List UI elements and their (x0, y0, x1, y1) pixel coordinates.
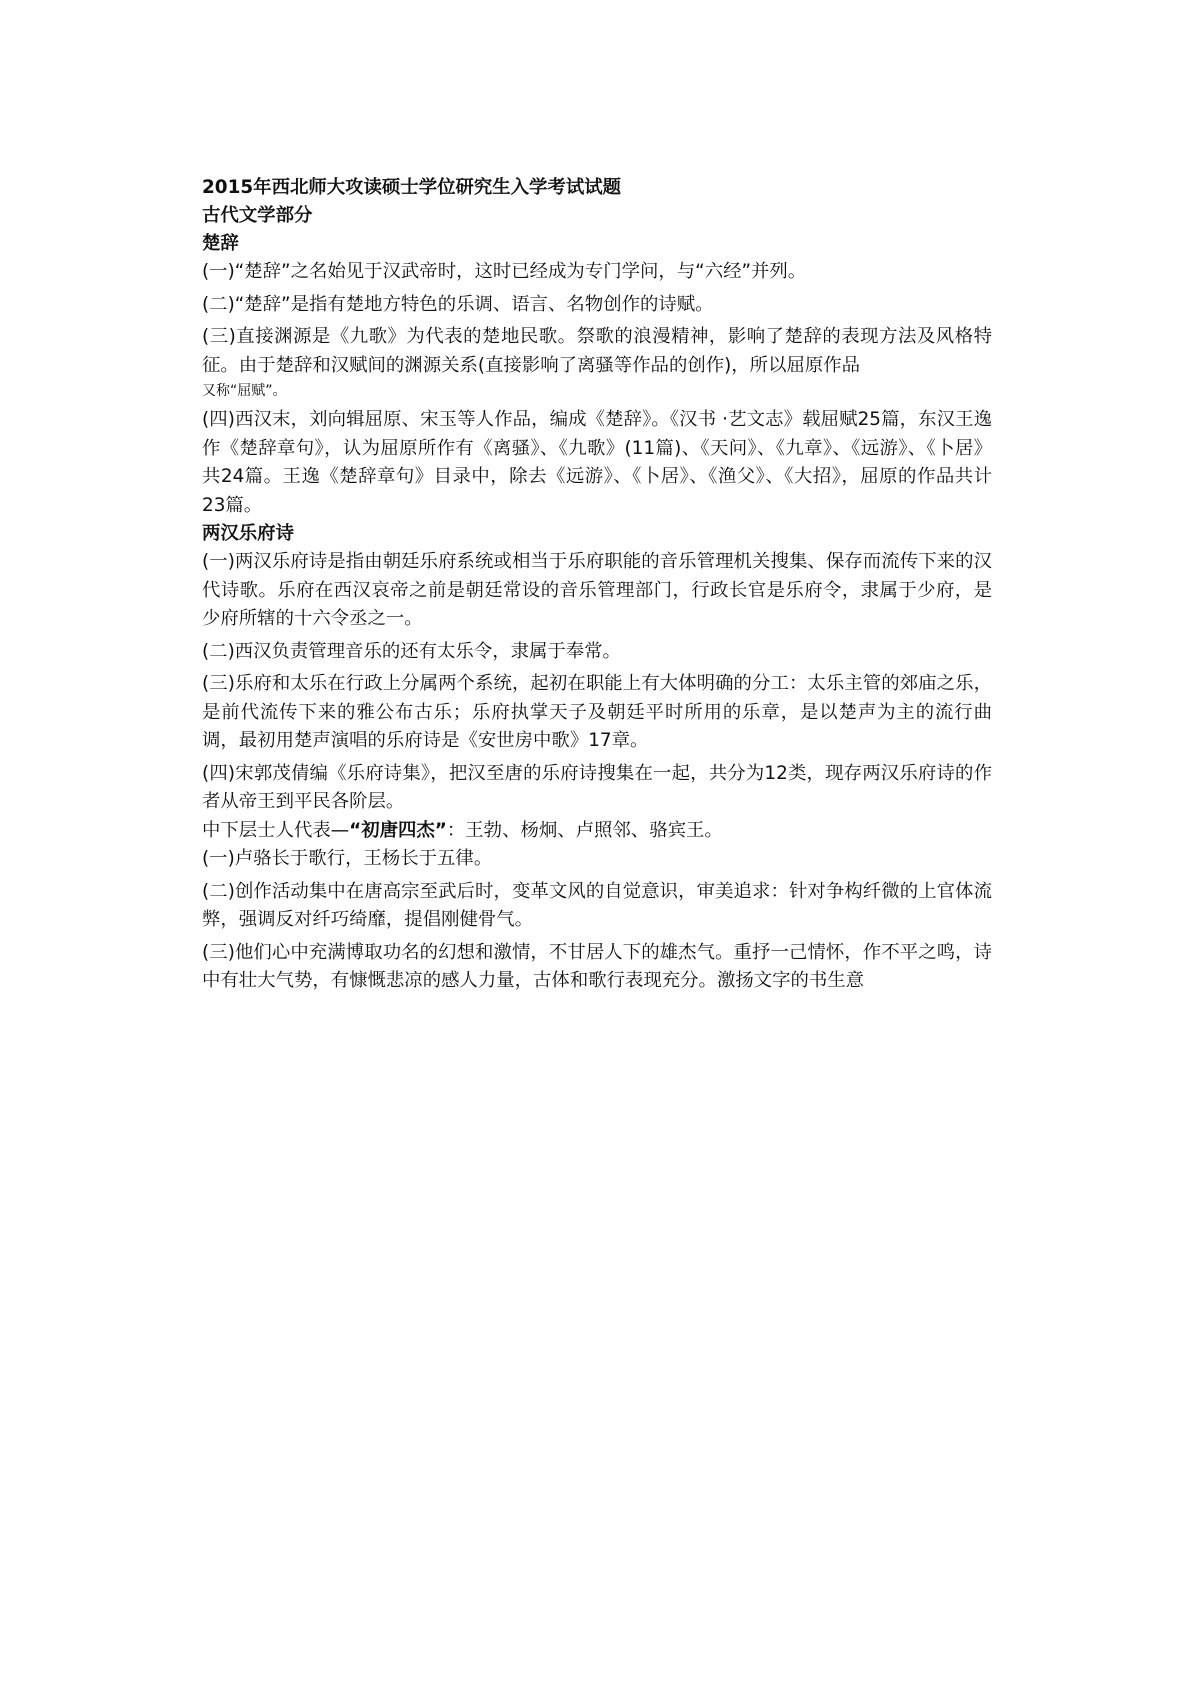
tang-paragraph-1: (一)卢骆长于歌行，王杨长于五律。 (202, 848, 493, 869)
tang-lead-line (202, 817, 992, 846)
tang-lead-suffix: ：王勃、杨炯、卢照邻、骆宾王。 (446, 819, 723, 841)
tang-lead-bold: “初唐四杰” (349, 819, 447, 841)
document-title: 2015年西北师大攻读硕士学位研究生入学考试试题 (202, 177, 621, 198)
chuci-paragraph-2: (二)“楚辞”是指有楚地方特色的乐调、语言、名物创作的诗赋。 (202, 293, 714, 315)
chuci-paragraph-4: (四)西汉末，刘向辑屈原、宋玉等人作品，编成《楚辞》。《汉书 ·艺文志》载屈赋25篇，东汉王逸作《楚辞章句》，认为屈原所作有《离骚》、《九歌》(11篇)、《天问》、《九章》、《远游》、《卜居》共24篇。王逸《楚辞章句》目录中，除去《远游》、《卜居》、《渔父》、《大招》，屈原的作品共计23篇。 (202, 409, 992, 516)
chuci-heading: 楚辞 (202, 233, 239, 254)
chuci-paragraph-3: (三)直接渊源是《九歌》为代表的楚地民歌。祭歌的浪漫精神，影响了楚辞的表现方法及风格特征。由于楚辞和汉赋间的渊源关系(直接影响了离骚等作品的创作)，所以屈原作品 (202, 326, 992, 376)
tang-lead-prefix: 中下层士人代表— (202, 819, 350, 841)
yuefu-paragraph-3: (三)乐府和太乐在行政上分属两个系统，起初在职能上有大体明确的分工：太乐主管的郊庙之乐，是前代流传下来的雅公布古乐；乐府执掌天子及朝廷平时所用的乐章，是以楚声为主的流行曲调，最初用楚声演唱的乐府诗是《安世房中歌》17章。 (202, 673, 992, 751)
tang-paragraph-2: (二)创作活动集中在唐高宗至武后时，变革文风的自觉意识，审美追求：针对争构纤微的上官体流弊，强调反对纤巧绮靡，提倡刚健骨气。 (202, 880, 992, 930)
tang-paragraph-3: (三)他们心中充满博取功名的幻想和激情，不甘居人下的雄杰气。重抒一己情怀，作不平之鸣，诗中有壮大气势，有慷慨悲凉的感人力量，古体和歌行表现充分。激扬文字的书生意 (202, 941, 992, 991)
chuci-paragraph-1: (一)“楚辞”之名始见于汉武帝时，这时已经成为专门学问，与“六经”并列。 (202, 261, 807, 282)
yuefu-paragraph-4: (四)宋郭茂倩编《乐府诗集》，把汉至唐的乐府诗搜集在一起，共分为12类，现存两汉乐府诗的作者从帝王到平民各阶层。 (202, 762, 992, 812)
yuefu-heading: 两汉乐府诗 (202, 523, 294, 544)
yuefu-paragraph-1: (一)两汉乐府诗是指由朝廷乐府系统或相当于乐府职能的音乐管理机关搜集、保存而流传下来的汉代诗歌。乐府在西汉哀帝之前是朝廷常设的音乐管理部门，行政长官是乐府令，隶属于少府，是少府所辖的十六令丞之一。 (202, 551, 992, 629)
document-page (202, 174, 992, 996)
section-heading: 古代文学部分 (202, 205, 313, 226)
chuci-paragraph-3-tail: 又称“屈赋”。 (202, 383, 287, 399)
yuefu-paragraph-2: (二)西汉负责管理音乐的还有太乐令，隶属于奉常。 (202, 640, 621, 662)
